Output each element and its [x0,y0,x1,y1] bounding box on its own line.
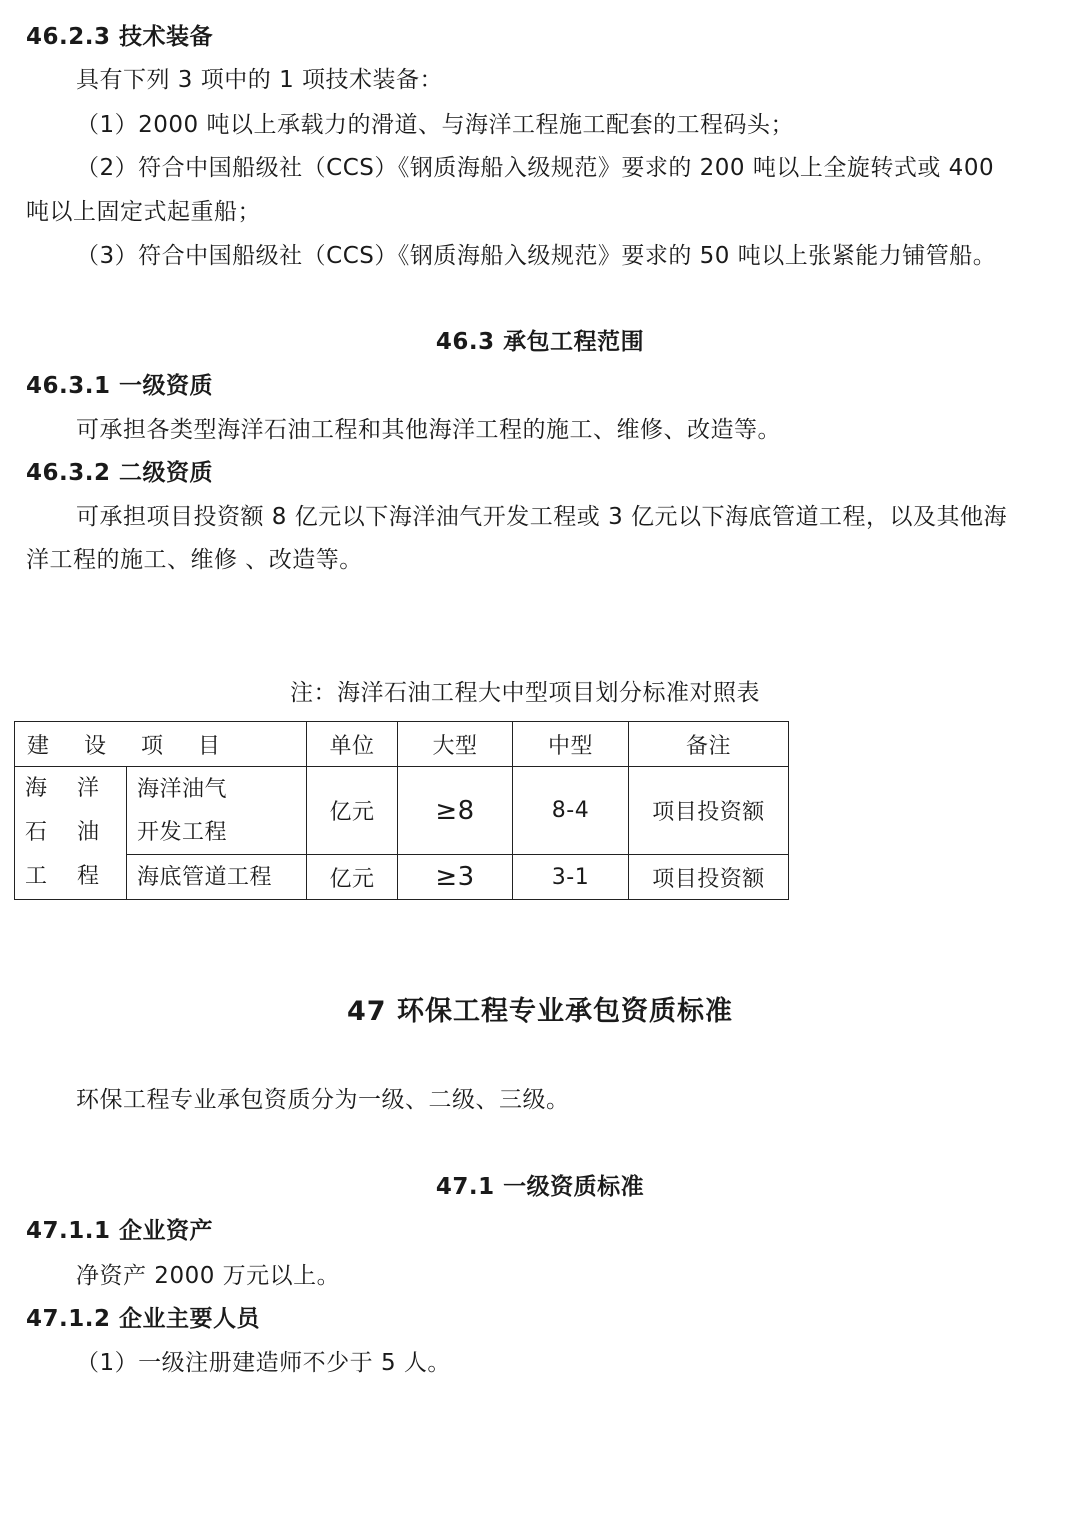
scope-grade-2-text-line2: 洋工程的施工、维修 、改造等。 [26,547,363,573]
chapter-title-47: 47 环保工程专业承包资质标准 [347,996,733,1027]
personnel-item-1: （1）一级注册建造师不少于 5 人。 [76,1350,451,1376]
subproject-line-1: 海洋油气 [137,776,228,802]
scope-grade-2-text-line1: 可承担项目投资额 8 亿元以下海洋油气开发工程或 3 亿元以下海底管道工程，以及其他海 [76,504,1008,530]
table-row [15,767,789,855]
group-label-char: 工 [25,864,48,889]
unit-cell: 亿元 [307,767,398,855]
section-title-47-1: 47.1 一级资质标准 [435,1174,645,1200]
large-cell: ≥3 [398,855,513,900]
equipment-item-2-line2: 吨以上固定式起重船； [26,199,261,225]
group-label-char: 海 [25,776,48,801]
unit-cell: 亿元 [307,855,398,900]
header-medium: 中型 [513,722,629,767]
remark-cell: 项目投资额 [629,855,789,900]
table-row [15,855,789,900]
section-heading-46-3-1: 46.3.1 一级资质 [26,373,213,399]
section-heading-46-2-3: 46.2.3 技术装备 [26,24,213,50]
table-header-row [15,722,789,767]
header-unit: 单位 [307,722,398,767]
group-label-char: 程 [77,864,100,889]
section-heading-47-1-2: 47.1.2 企业主要人员 [26,1306,260,1332]
remark-cell: 项目投资额 [629,767,789,855]
scope-grade-1-text: 可承担各类型海洋石油工程和其他海洋工程的施工、维修、改造等。 [76,417,781,443]
header-project: 建 设 项 目 [15,722,307,767]
group-label-offshore-oil-engineering [15,767,127,900]
subproject-line-2: 开发工程 [137,819,228,845]
subproject-cell [127,767,307,855]
group-label-char: 石 [25,820,48,845]
equipment-item-2-line1: （2）符合中国船级社（CCS）《钢质海船入级规范》要求的 200 吨以上全旋转式或 400 [76,155,995,181]
scale-standard-table [14,721,789,900]
large-cell: ≥8 [398,767,513,855]
subproject-cell: 海底管道工程 [127,855,307,900]
section-title-46-3: 46.3 承包工程范围 [435,329,645,355]
equipment-intro: 具有下列 3 项中的 1 项技术装备： [76,67,444,93]
header-large: 大型 [398,722,513,767]
header-remark: 备注 [629,722,789,767]
section-heading-46-3-2: 46.3.2 二级资质 [26,460,213,486]
table-caption: 注：海洋石油工程大中型项目划分标准对照表 [290,680,760,706]
chapter-47-intro: 环保工程专业承包资质分为一级、二级、三级。 [76,1087,570,1113]
equipment-item-3: （3）符合中国船级社（CCS）《钢质海船入级规范》要求的 50 吨以上张紧能力铺管船。 [76,243,997,269]
medium-cell: 3-1 [513,855,629,900]
assets-text: 净资产 2000 万元以上。 [76,1263,341,1289]
group-label-char: 洋 [77,776,100,801]
group-label-char: 油 [77,820,100,845]
section-heading-47-1-1: 47.1.1 企业资产 [26,1218,213,1244]
equipment-item-1: （1）2000 吨以上承载力的滑道、与海洋工程施工配套的工程码头； [76,112,794,138]
medium-cell: 8-4 [513,767,629,855]
